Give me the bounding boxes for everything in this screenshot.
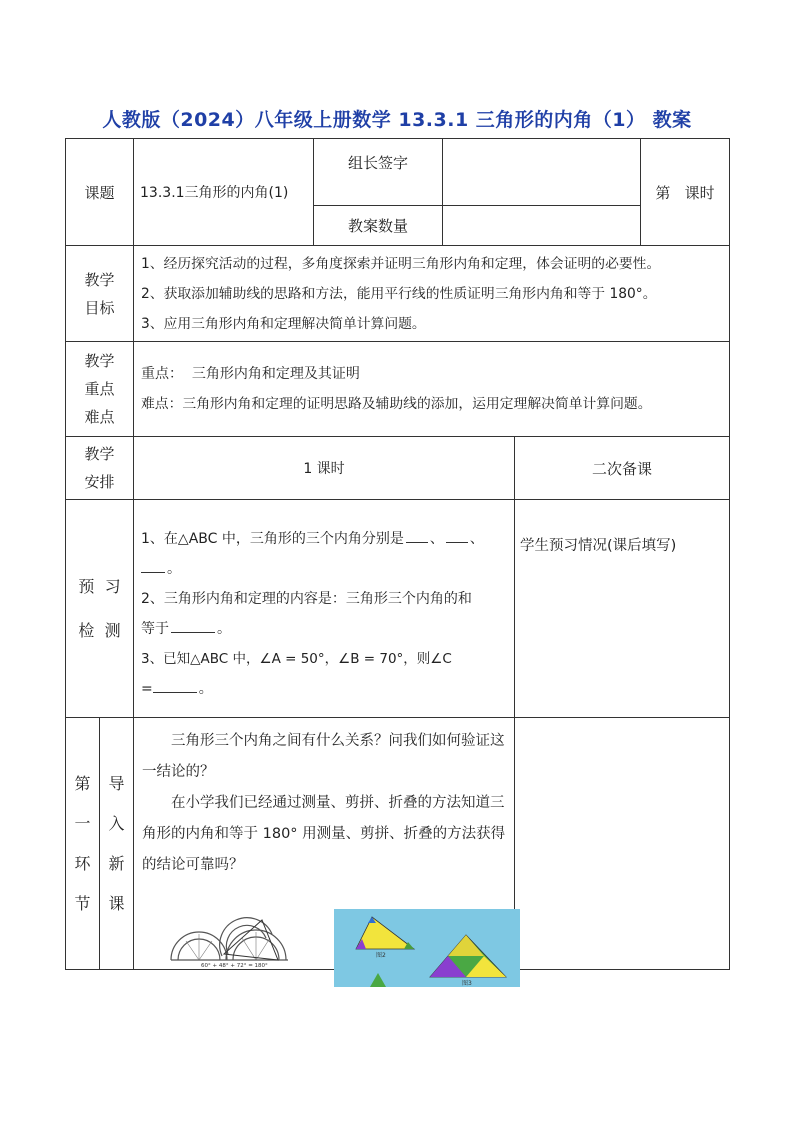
lesson-number: 第 课时 xyxy=(655,183,715,202)
sign-label-cell xyxy=(314,139,443,206)
separator: 、 xyxy=(469,531,484,547)
stage-col-b xyxy=(100,718,134,970)
answer-blank[interactable] xyxy=(153,691,197,693)
lesson-number-cell xyxy=(641,139,730,246)
stage-char: 节 xyxy=(74,894,91,913)
figure-3-label: 图3 xyxy=(462,980,472,987)
sign-value-cell[interactable] xyxy=(443,139,641,206)
stage-char: 第 xyxy=(74,774,91,793)
document-title: 人教版（2024）八年级上册数学 13.3.1 三角形的内角（1） 教案 xyxy=(102,109,692,131)
lesson-plan-table xyxy=(65,138,730,987)
preview-note-cell xyxy=(515,500,730,718)
goals-content xyxy=(134,246,730,342)
second-prep-header: 二次备课 xyxy=(592,459,653,478)
count-value-cell[interactable] xyxy=(443,206,641,246)
protractor-measure-image xyxy=(166,914,296,968)
separator: 、 xyxy=(429,531,444,547)
stage-char: 新 xyxy=(108,854,125,873)
goal-item: 2、获取添加辅助线的思路和方法，能用平行线的性质证明三角形内角和等于 180°。 xyxy=(141,285,657,302)
answer-blank[interactable] xyxy=(406,541,428,543)
arrangement-label-cell xyxy=(66,437,134,500)
stage-char: 环 xyxy=(74,854,91,873)
preview-question-3-cont xyxy=(141,674,508,704)
sign-label: 组长签字 xyxy=(348,153,409,172)
arrangement-hours: 1 课时 xyxy=(303,461,345,477)
keypoints-label-line2: 重点 xyxy=(84,380,115,398)
preview-label-cell xyxy=(66,500,134,718)
question-3-text: = xyxy=(141,681,153,697)
intro-paragraph: 在小学我们已经通过测量、剪拼、折叠的方法知道三角形的内角和等于 180° 用测量、剪拼、折叠的方法获得的结论可靠吗？ xyxy=(142,795,506,873)
preview-label-line1: 预 习 xyxy=(78,576,121,596)
topic-value: 13.3.1三角形的内角(1) xyxy=(140,185,289,201)
keypoints-label-cell xyxy=(66,342,134,437)
count-label-cell xyxy=(314,206,443,246)
difficulty-text: 难点：三角形内角和定理的证明思路及辅助线的添加，运用定理解决简单计算问题。 xyxy=(141,396,652,412)
preview-question-1 xyxy=(141,524,508,554)
stage-char: 导 xyxy=(108,774,125,793)
question-2-text: 等于 xyxy=(141,621,170,637)
figure-2-label: 图2 xyxy=(376,952,386,959)
keypoints-label-line3: 难点 xyxy=(84,408,115,426)
stage-char: 入 xyxy=(108,814,125,833)
answer-blank[interactable] xyxy=(141,571,165,573)
stage-char: 课 xyxy=(108,894,125,913)
period: 。 xyxy=(198,681,213,697)
key-point-text: 重点： 三角形内角和定理及其证明 xyxy=(141,366,360,382)
goals-label-cell xyxy=(66,246,134,342)
period: 。 xyxy=(167,561,182,577)
goal-item: 1、经历探究活动的过程，多角度探索并证明三角形内角和定理，体会证明的必要性。 xyxy=(141,255,661,272)
goals-label-line1: 教学 xyxy=(84,270,115,289)
preview-question-2: 2、三角形内角和定理的内容是：三角形三个内角的和 xyxy=(141,591,472,607)
preview-question-3: 3、已知△ABC 中，∠A = 50°，∠B = 70°，则∠C xyxy=(141,651,452,667)
count-label: 教案数量 xyxy=(348,217,409,235)
topic-value-cell xyxy=(134,139,314,246)
stage1-content xyxy=(134,718,515,987)
protractor-caption: 60° + 48° + 72° = 180° xyxy=(201,963,268,968)
stage-char: 一 xyxy=(74,814,91,833)
question-1-text: 1、在△ABC 中，三角形的三个内角分别是 xyxy=(141,531,404,547)
arrangement-hours-cell xyxy=(134,437,515,500)
preview-label-line2: 检 测 xyxy=(78,620,121,640)
goal-item: 3、应用三角形内角和定理解决简单计算问题。 xyxy=(141,315,426,332)
cut-paste-triangles-image xyxy=(334,909,520,987)
stage1-second-prep-cell[interactable] xyxy=(515,718,730,970)
goals-label-line2: 目标 xyxy=(84,298,115,317)
preview-question-2-cont xyxy=(141,614,508,644)
period: 。 xyxy=(217,621,232,637)
answer-blank[interactable] xyxy=(446,541,468,543)
stage-col-a xyxy=(66,718,100,970)
arrangement-label-line1: 教学 xyxy=(84,445,115,463)
preview-question-1-cont xyxy=(141,554,508,584)
preview-questions xyxy=(134,500,515,718)
second-prep-header-cell xyxy=(515,437,730,500)
keypoints-label-line1: 教学 xyxy=(84,352,115,370)
arrangement-label-line2: 安排 xyxy=(84,473,115,491)
topic-label: 课题 xyxy=(84,183,115,202)
preview-note: 学生预习情况(课后填写) xyxy=(520,538,677,554)
topic-label-cell xyxy=(66,139,134,246)
answer-blank[interactable] xyxy=(171,631,215,633)
keypoints-content xyxy=(134,342,730,437)
intro-question: 三角形三个内角之间有什么关系？问我们如何验证这一结论的？ xyxy=(142,733,505,780)
